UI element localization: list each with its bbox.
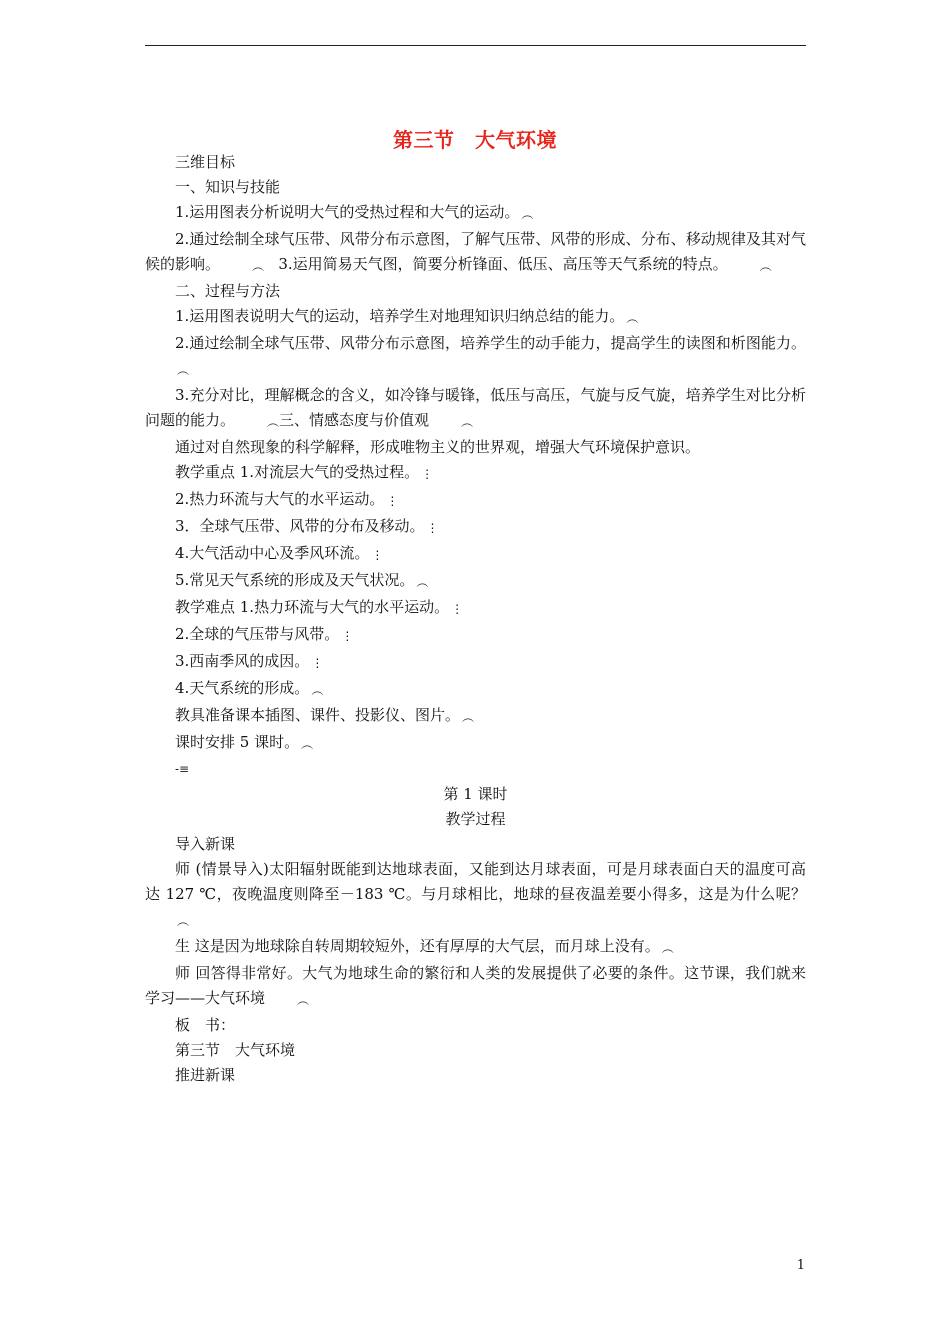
arc-mark-icon: ︵	[297, 993, 310, 1007]
text-line: 教具准备课本插图、课件、投影仪、图片。 ︵	[145, 703, 806, 730]
text-line: 2.热力环流与大气的水平运动。 ⋮	[145, 487, 806, 514]
text-line: 教学难点 1.热力环流与大气的水平运动。 ⋮	[145, 595, 806, 622]
text-line: 板 书：	[175, 1016, 236, 1034]
arc-mark-icon: ︵	[177, 363, 190, 377]
header-rule	[145, 45, 806, 46]
text-paragraph: 3.充分对比，理解概念的含义，如冷锋与暖锋，低压与高压，气旋与反气旋，培养学生对比分析问题的能力。 ︵三、情感态度与价值观 ︵	[145, 383, 806, 435]
text-line: 三维目标	[175, 153, 236, 171]
section-title: 第三节 大气环境	[393, 128, 557, 152]
text-line: 3.西南季风的成因。 ⋮	[145, 649, 806, 676]
text-line: 推进新课	[175, 1066, 236, 1084]
text-paragraph: 师 回答得非常好。大气为地球生命的繁衍和人类的发展提供了必要的条件。这节课，我们就来学习——大气环境 ︵	[145, 961, 806, 1013]
arc-mark-icon: ︵	[416, 575, 429, 589]
stray-mark: -≡	[175, 762, 190, 776]
text-line: 1.运用图表分析说明大气的受热过程和大气的运动。 ︵	[145, 200, 806, 227]
dots-mark-icon: ⋮	[371, 548, 384, 562]
arc-mark-icon: ︵	[311, 683, 324, 697]
arc-mark-icon: ︵	[301, 737, 314, 751]
text-paragraph: 2.通过绘制全球气压带、风带分布示意图，培养学生的动手能力，提高学生的读图和析图能力。︵	[145, 331, 806, 383]
dots-mark-icon: ⋮	[386, 494, 399, 508]
dots-mark-icon: ⋮	[341, 629, 354, 643]
text-line: 4.大气活动中心及季风环流。 ⋮	[145, 541, 806, 568]
arc-mark-icon: ︵	[177, 914, 190, 928]
lesson-subheading: 教学过程	[445, 810, 506, 828]
arc-mark-icon: ︵	[267, 415, 280, 429]
arc-mark-icon: ︵	[661, 941, 674, 955]
arc-mark-icon: ︵	[521, 207, 534, 221]
text-line: 3．全球气压带、风带的分布及移动。 ⋮	[145, 514, 806, 541]
text-line: 4.天气系统的形成。 ︵	[145, 676, 806, 703]
text-line: 课时安排 5 课时。 ︵	[145, 730, 806, 757]
dots-mark-icon: ⋮	[451, 602, 464, 616]
text-line: 5.常见天气系统的形成及天气状况。 ︵	[145, 568, 806, 595]
text-paragraph: 师 (情景导入)太阳辐射既能到达地球表面，又能到达月球表面，可是月球表面白天的温度可高达 127 ℃，夜晚温度则降至－183 ℃。与月球相比，地球的昼夜温差要小得多，这是为什么呢？︵	[145, 857, 806, 934]
text-line: 二、过程与方法	[175, 282, 281, 300]
text-line: 导入新课	[175, 835, 236, 853]
document-body	[145, 150, 806, 1088]
arc-mark-icon: ︵	[461, 415, 474, 429]
text-paragraph: 2.通过绘制全球气压带、风带分布示意图，了解气压带、风带的形成、分布、移动规律及其对气候的影响。 ︵ 3.运用简易天气图，简要分析锋面、低压、高压等天气系统的特点。 ︵	[145, 227, 806, 279]
text-line: 第三节 大气环境	[175, 1041, 296, 1059]
text-line: 生 这是因为地球除自转周期较短外，还有厚厚的大气层，而月球上没有。 ︵	[145, 934, 806, 961]
arc-mark-icon: ︵	[626, 311, 639, 325]
text-line: 通过对自然现象的科学解释，形成唯物主义的世界观，增强大气环境保护意识。	[175, 438, 701, 456]
text-line: 一、知识与技能	[175, 178, 281, 196]
text-line: 教学重点 1.对流层大气的受热过程。 ⋮	[145, 460, 806, 487]
arc-mark-icon: ︵	[462, 710, 475, 724]
lesson-heading: 第 1 课时	[443, 785, 508, 803]
text-line: 1.运用图表说明大气的运动，培养学生对地理知识归纳总结的能力。 ︵	[145, 304, 806, 331]
arc-mark-icon: ︵	[252, 259, 265, 273]
page-number: 1	[796, 1258, 805, 1273]
dots-mark-icon: ⋮	[311, 656, 324, 670]
arc-mark-icon: ︵	[759, 259, 772, 273]
text-line: 2.全球的气压带与风带。 ⋮	[145, 622, 806, 649]
dots-mark-icon: ⋮	[426, 521, 439, 535]
dots-mark-icon: ⋮	[421, 467, 434, 481]
